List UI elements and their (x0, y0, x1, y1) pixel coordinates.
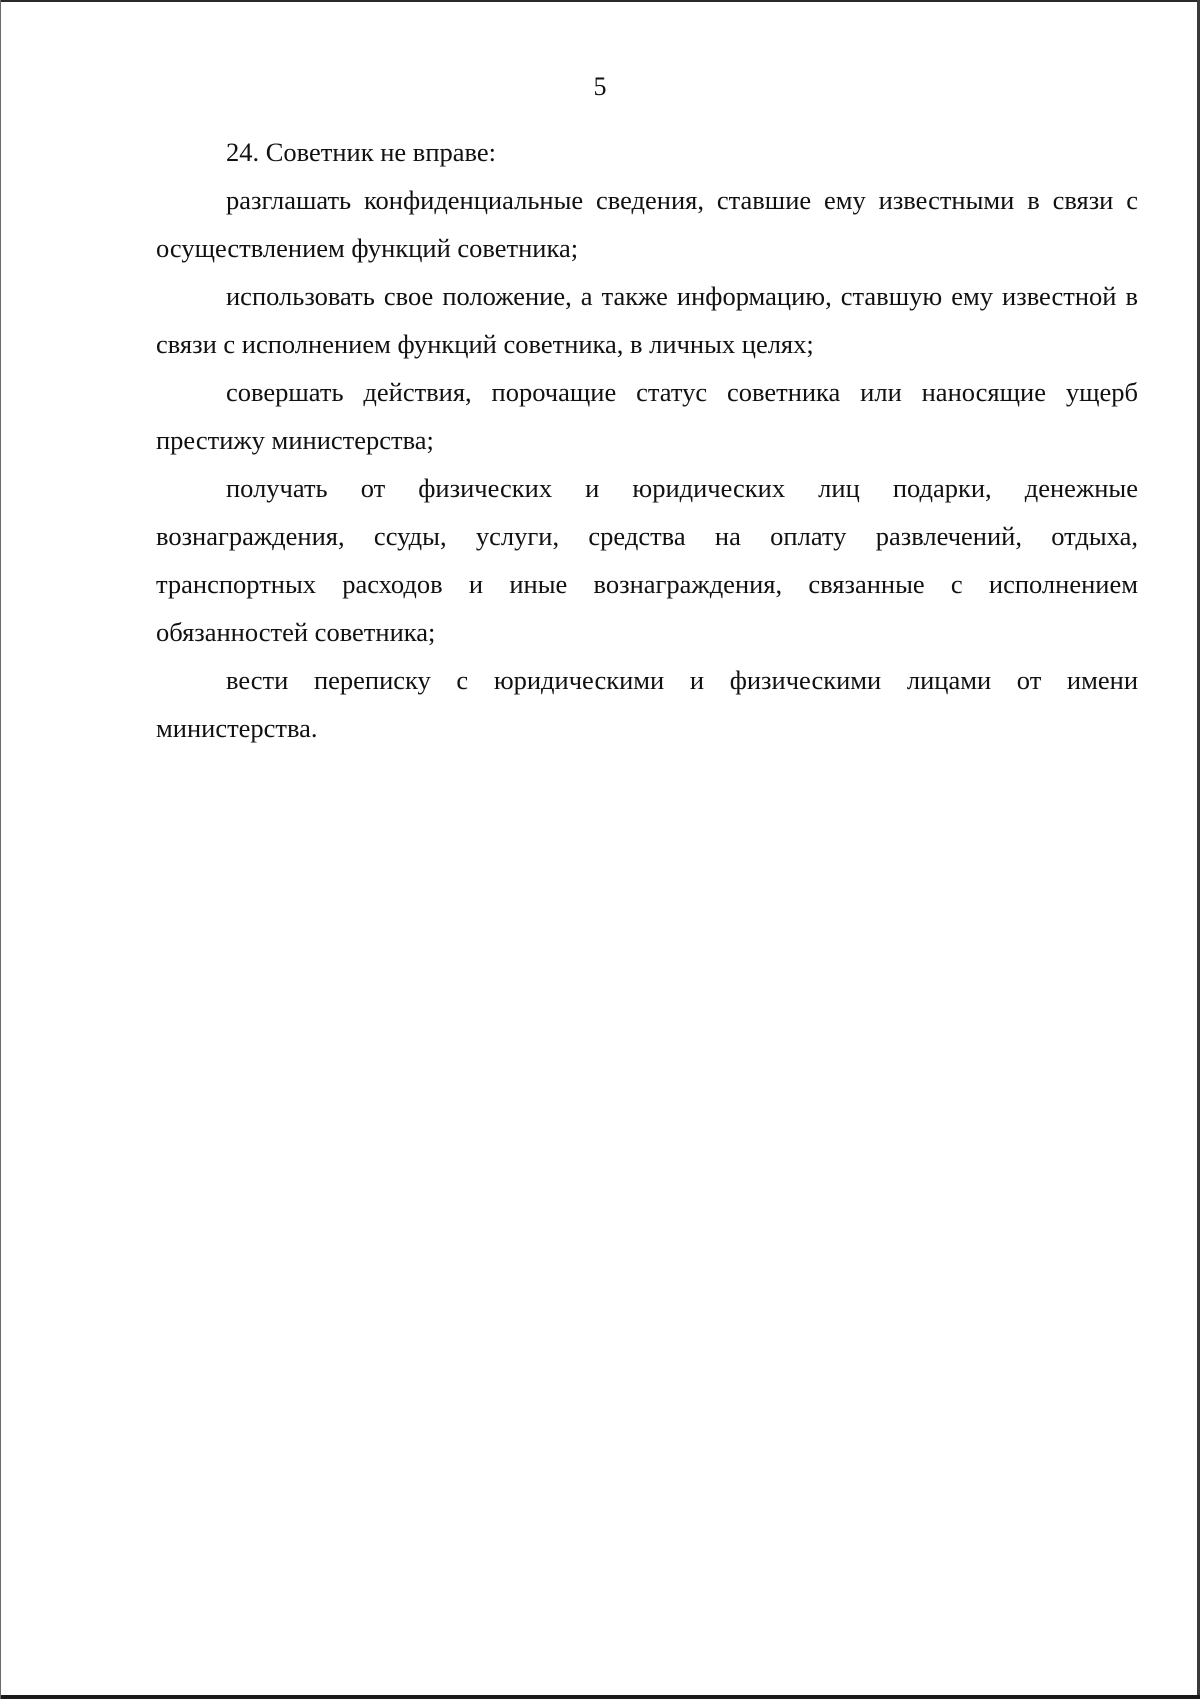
paragraph: разглашать конфиденциальные сведения, ставшие ему известными в связи с осуществлением функций советника; (156, 185, 1138, 263)
paragraph: получать от физических и юридических лиц подарки, денежные вознаграждения, ссуды, услуги, средства на оплату развлечений, отдыха, транспортных расходов и иные вознаграждения, связанные с исполнением обязанностей советника; (156, 473, 1138, 647)
scan-edge-bottom (0, 1695, 1200, 1699)
paragraph: использовать свое положение, а также информацию, ставшую ему известной в связи с исполнением функций советника, в личных целях; (156, 281, 1138, 359)
scan-edge-left (0, 0, 1, 1699)
paragraph: совершать действия, порочащие статус советника или наносящие ущерб престижу министерства; (156, 377, 1138, 455)
scan-edge-top (0, 0, 1200, 2)
document-body (156, 128, 1138, 752)
paragraph: вести переписку с юридическими и физическими лицами от имени министерства. (156, 665, 1138, 743)
page-number: 5 (593, 72, 607, 101)
section-heading: 24. Советник не вправе: (226, 137, 496, 167)
